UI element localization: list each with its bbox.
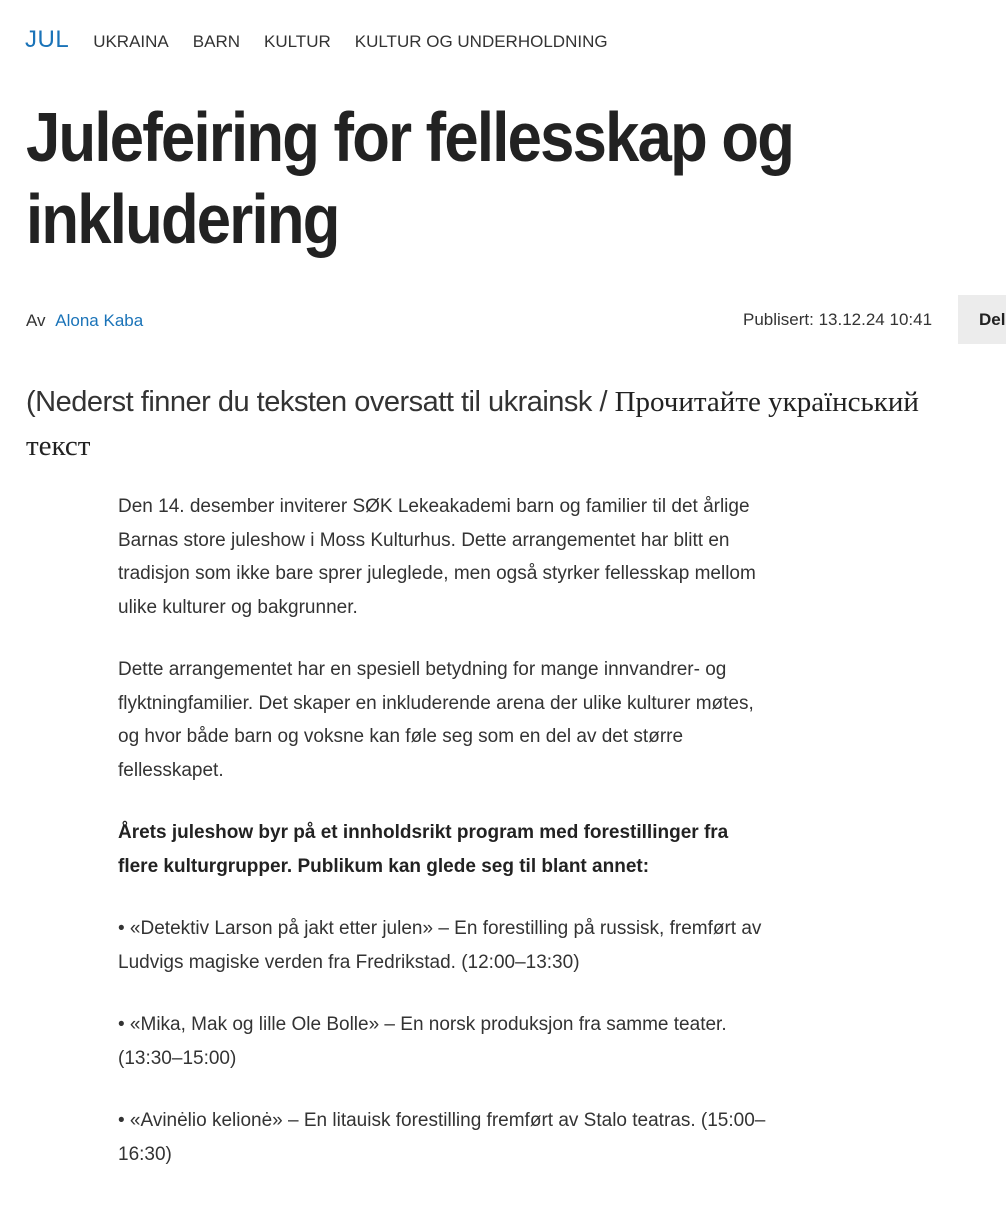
nav-item-kultur[interactable]: KULTUR xyxy=(264,32,331,51)
program-intro-paragraph: Årets juleshow byr på et innholdsrikt program med forestillinger fra flere kulturgrupper. Publikum kan glede seg til blant annet: xyxy=(118,822,729,877)
author-link[interactable]: Alona Kaba xyxy=(55,311,144,330)
byline xyxy=(26,311,143,331)
lead-text-norwegian: (Nederst finner du teksten oversatt til ukrainsk / xyxy=(26,386,615,418)
nav-home-link[interactable]: JUL xyxy=(25,26,70,53)
program-item: • «Mika, Mak og lille Ole Bolle» – En norsk produksjon fra samme teater. (13:30–15:00) xyxy=(118,1014,727,1069)
share-button[interactable]: Del xyxy=(958,295,1006,344)
section-nav xyxy=(25,26,632,56)
nav-item-ukraina[interactable]: UKRAINA xyxy=(93,32,169,51)
body-paragraph: Dette arrangementet har en spesiell betydning for mange innvandrer- og flyktningfamilier. Det skaper en inkluderende arena der ulike kulturer møtes, og hvor både barn og voksne kan føle seg som en del av det større fellesskapet. xyxy=(118,659,754,781)
program-item: • «Detektiv Larson på jakt etter julen» – En forestilling på russisk, fremført av Ludvigs magiske verden fra Fredrikstad. (12:00–13:30) xyxy=(118,918,762,973)
ukrainian-text-link[interactable]: Прочитайте український текст xyxy=(26,386,919,462)
lead-paragraph xyxy=(26,380,976,468)
nav-item-kultur-og-underholdning[interactable]: KULTUR OG UNDERHOLDNING xyxy=(354,32,608,51)
article-body xyxy=(118,490,768,1200)
nav-item-barn[interactable]: BARN xyxy=(192,32,240,51)
byline-prefix: Av xyxy=(26,311,46,330)
body-paragraph: Den 14. desember inviterer SØK Lekeakademi barn og familier til det årlige Barnas store juleshow i Moss Kulturhus. Dette arrangementet har blitt en tradisjon som ikke bare sprer juleglede, men også styrker fellesskap mellom ulike kulturer og bakgrunner. xyxy=(118,496,756,618)
published-timestamp: Publisert: 13.12.24 10:41 xyxy=(743,310,933,329)
program-item: • «Avinėlio kelionė» – En litauisk forestilling fremført av Stalo teatras. (15:00–16:30) xyxy=(118,1110,766,1165)
article-title: Julefeiring for fellesskap og inkludering xyxy=(26,98,794,258)
